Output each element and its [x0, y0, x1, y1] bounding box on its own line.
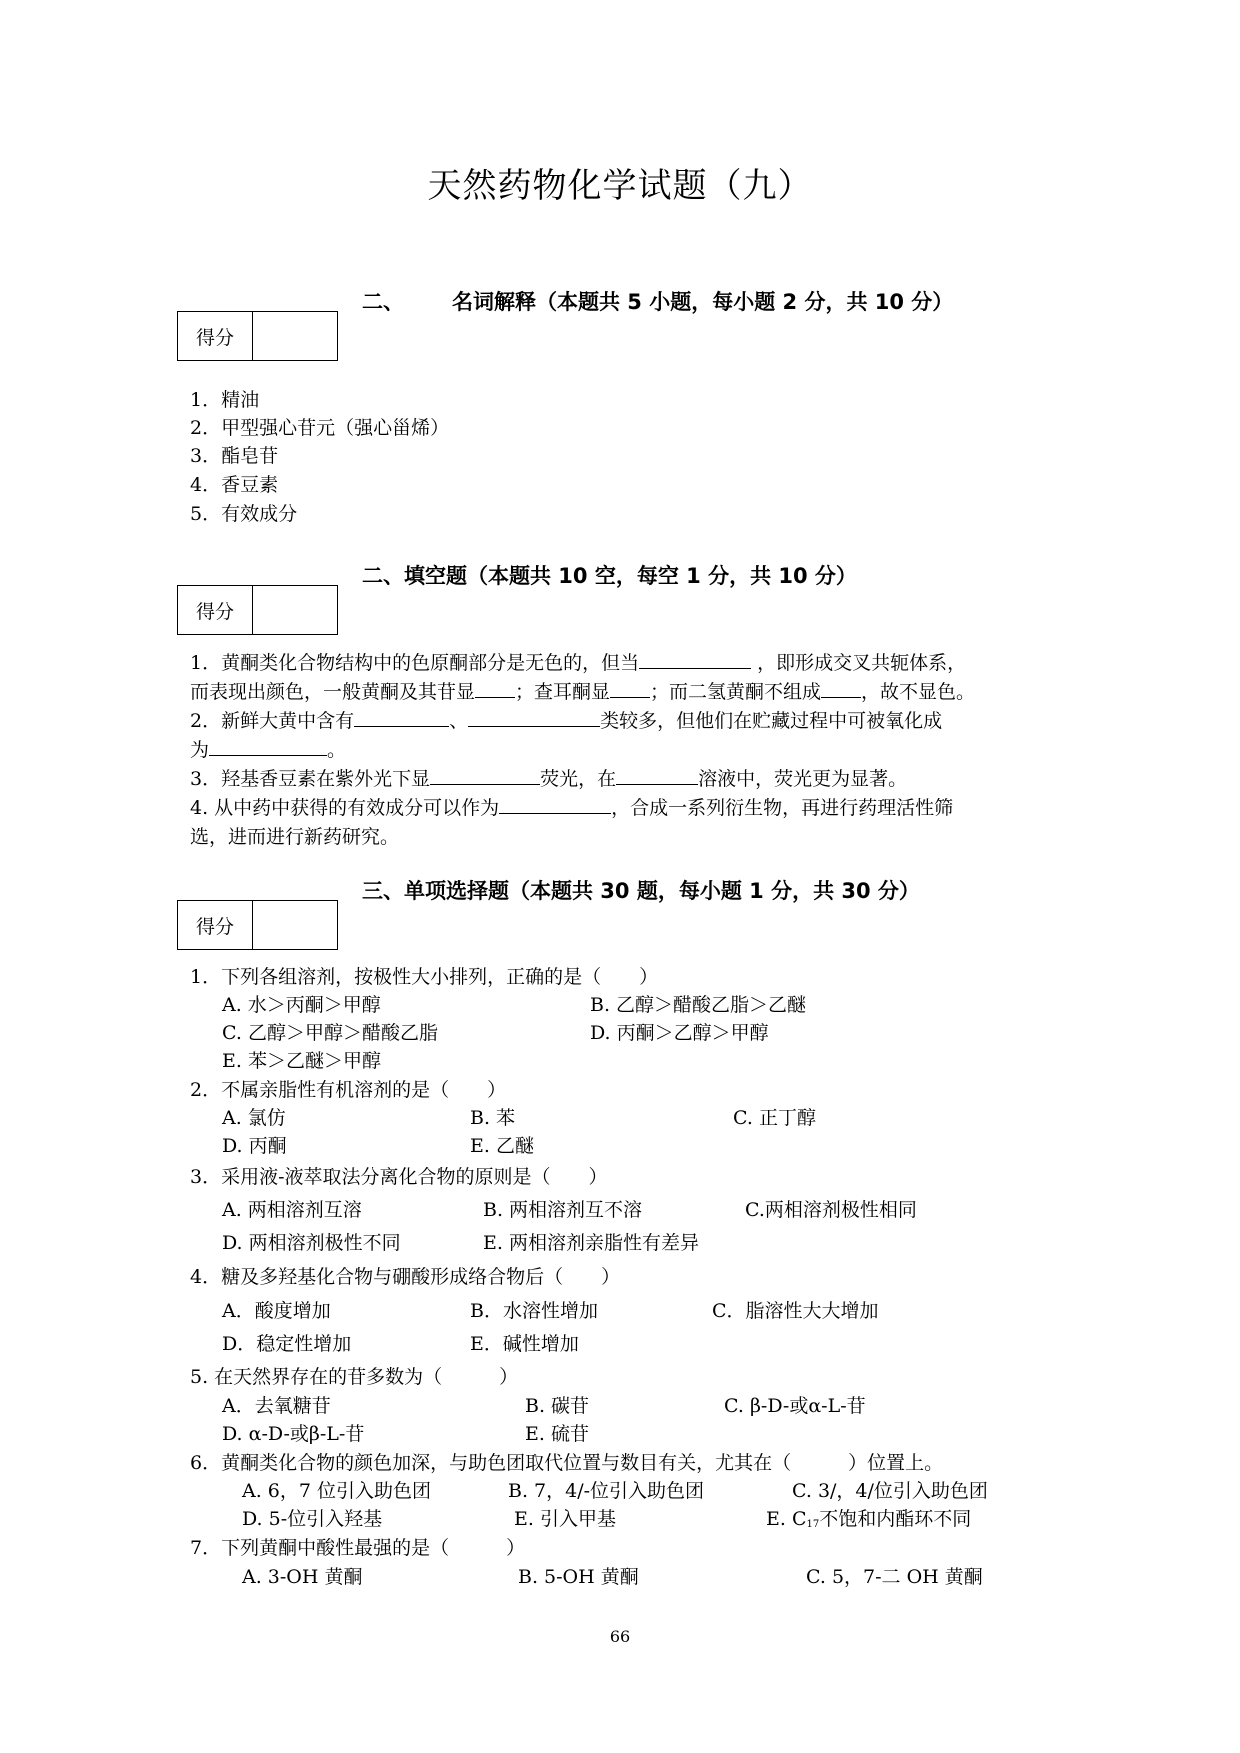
question-stem: 1．下列各组溶剂，按极性大小排列，正确的是（ ）: [190, 966, 659, 988]
answer-blank[interactable]: [610, 677, 650, 698]
list-item: 4．香豆素: [190, 474, 279, 496]
answer-blank[interactable]: [821, 677, 861, 698]
fill-question-4-line1: 4. 从中药中获得的有效成分可以作为 ，合成一系列衍生物，再进行药理活性筛: [190, 793, 953, 820]
answer-blank[interactable]: [430, 764, 540, 785]
fill-question-4-line2: 选，进而进行新药研究。: [190, 826, 400, 848]
option[interactable]: B. 碳苷: [525, 1395, 590, 1417]
option[interactable]: E. 引入甲基: [514, 1508, 616, 1530]
list-item: 1．精油: [190, 389, 260, 411]
option[interactable]: D. 丙酮＞乙醇＞甲醇: [590, 1022, 769, 1044]
option[interactable]: B. 7，4/-位引入助色团: [508, 1480, 705, 1502]
answer-blank[interactable]: [354, 706, 449, 727]
answer-blank[interactable]: [639, 648, 751, 669]
option[interactable]: C．脂溶性大大增加: [712, 1300, 879, 1322]
answer-blank[interactable]: [475, 677, 515, 698]
question-stem: 5. 在天然界存在的苷多数为（ ）: [190, 1366, 519, 1388]
option[interactable]: D. α-D-或β-L-苷: [222, 1423, 365, 1445]
score-box: [177, 900, 338, 950]
page-number: 66: [609, 1627, 631, 1646]
option[interactable]: D．稳定性增加: [222, 1333, 352, 1355]
option[interactable]: C. 乙醇＞甲醇＞醋酸乙脂: [222, 1022, 438, 1044]
option[interactable]: D. 丙酮: [222, 1135, 287, 1157]
answer-blank[interactable]: [209, 735, 327, 756]
list-item: 2．甲型强心苷元（强心甾烯）: [190, 417, 450, 439]
list-item: 3．酯皂苷: [190, 445, 279, 467]
score-label: 得分: [178, 586, 253, 634]
option[interactable]: D. 5-位引入羟基: [242, 1508, 383, 1530]
option[interactable]: E．碱性增加: [470, 1333, 579, 1355]
option[interactable]: E. 苯＞乙醚＞甲醇: [222, 1050, 381, 1072]
option[interactable]: A．去氧糖苷: [222, 1395, 331, 1417]
score-value-cell[interactable]: [253, 312, 337, 360]
option[interactable]: B. 5-OH 黄酮: [518, 1566, 639, 1588]
option[interactable]: A. 氯仿: [222, 1107, 286, 1129]
fill-question-1-line2: 而表现出颜色，一般黄酮及其苷显 ；查耳酮显 ；而二氢黄酮不组成 ，故不显色。: [190, 677, 975, 704]
answer-blank[interactable]: [468, 706, 600, 727]
option[interactable]: C. 5，7-二 OH 黄酮: [806, 1566, 983, 1588]
question-stem: 7．下列黄酮中酸性最强的是（ ）: [190, 1537, 526, 1559]
section2-heading: 二、填空题（本题共 10 空，每空 1 分，共 10 分）: [362, 564, 857, 588]
option[interactable]: C.两相溶剂极性相同: [745, 1199, 917, 1221]
score-label: 得分: [178, 312, 253, 360]
option[interactable]: B．水溶性增加: [470, 1300, 598, 1322]
answer-blank[interactable]: [499, 793, 611, 814]
option[interactable]: E. 乙醚: [470, 1135, 534, 1157]
option[interactable]: E. 两相溶剂亲脂性有差异: [483, 1232, 699, 1254]
option[interactable]: A. 水＞丙酮＞甲醇: [222, 994, 381, 1016]
option[interactable]: C. 3/，4/位引入助色团: [792, 1480, 988, 1502]
section1-number: 二、: [362, 290, 404, 314]
option[interactable]: A. 两相溶剂互溶: [222, 1199, 362, 1221]
question-stem: 6．黄酮类化合物的颜色加深，与助色团取代位置与数目有关，尤其在（ ）位置上。: [190, 1452, 944, 1474]
score-box: [177, 311, 338, 361]
score-box: [177, 585, 338, 635]
option[interactable]: A．酸度增加: [222, 1300, 331, 1322]
option[interactable]: C. β-D-或α-L-苷: [724, 1395, 866, 1417]
question-stem: 2．不属亲脂性有机溶剂的是（ ）: [190, 1079, 507, 1101]
fill-question-2-line2: 为 。: [190, 735, 346, 762]
option[interactable]: A. 3-OH 黄酮: [242, 1566, 363, 1588]
question-stem: 3．采用液-液萃取法分离化合物的原则是（ ）: [190, 1166, 608, 1188]
score-label: 得分: [178, 901, 253, 949]
answer-blank[interactable]: [616, 764, 698, 785]
option[interactable]: B. 乙醇＞醋酸乙脂＞乙醚: [590, 994, 807, 1016]
option[interactable]: A. 6，7 位引入助色团: [242, 1480, 432, 1502]
page-title: 天然药物化学试题（九）: [427, 166, 813, 206]
fill-question-1-line1: 1．黄酮类化合物结构中的色原酮部分是无色的，但当 ，即形成交叉共轭体系，: [190, 648, 966, 675]
option[interactable]: D. 两相溶剂极性不同: [222, 1232, 401, 1254]
option[interactable]: E. $C_{17}$不饱和内酯环不同: [766, 1508, 972, 1530]
score-value-cell[interactable]: [253, 586, 337, 634]
option[interactable]: B. 苯: [470, 1107, 516, 1129]
section3-heading: 三、单项选择题（本题共 30 题，每小题 1 分，共 30 分）: [362, 879, 920, 903]
option[interactable]: B. 两相溶剂互不溶: [483, 1199, 643, 1221]
option[interactable]: C. 正丁醇: [733, 1107, 816, 1129]
section1-heading: 名词解释（本题共 5 小题，每小题 2 分，共 10 分）: [452, 290, 954, 314]
option[interactable]: E. 硫苷: [525, 1423, 589, 1445]
question-stem: 4．糖及多羟基化合物与硼酸形成络合物后（ ）: [190, 1266, 621, 1288]
fill-question-2-line1: 2．新鲜大黄中含有 、 类较多，但他们在贮藏过程中可被氧化成: [190, 706, 942, 733]
list-item: 5．有效成分: [190, 503, 298, 525]
fill-question-3: 3．羟基香豆素在紫外光下显 荧光，在 溶液中，荧光更为显著。: [190, 764, 907, 791]
score-value-cell[interactable]: [253, 901, 337, 949]
